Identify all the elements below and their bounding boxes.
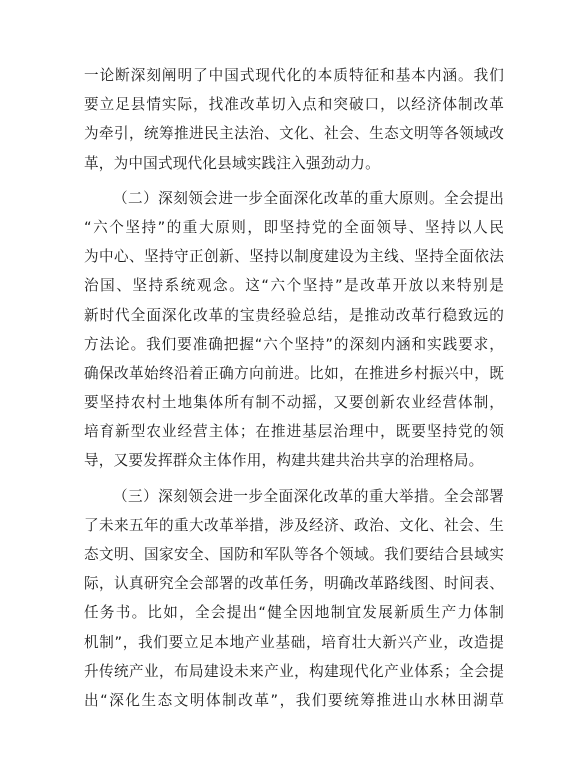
text-line: 任务书。比如，全会提出“健全因地制宜发展新质生产力体制 [84, 604, 504, 622]
text-line: 革，为中国式现代化县域实践注入强劲动力。 [84, 154, 380, 172]
text-line: 态文明、国家安全、国防和军队等各个领域。我们要结合县域实 [84, 546, 504, 563]
text-line: 要立足县情实际，找准改革切入点和突破口，以经济体制改革 [84, 96, 504, 114]
text-line: 导，又要发挥群众主体作用，构建共建共治共享的治理格局。 [84, 452, 484, 470]
text-line: 一论断深刻阐明了中国式现代化的本质特征和基本内涵。我们 [84, 67, 504, 84]
text-line: 确保改革始终沿着正确方向前进。比如，在推进乡村振兴中，既 [84, 364, 504, 382]
text-line: 了未来五年的重大改革举措，涉及经济、政治、文化、社会、生 [84, 516, 504, 534]
text-line: 为中心、坚持守正创新、坚持以制度建设为主线、坚持全面依法 [84, 248, 504, 266]
text-line: 新时代全面深化改革的宝贵经验总结，是推动改革行稳致远的 [84, 306, 504, 324]
text-line: 治国、坚持系统观念。这“六个坚持”是改革开放以来特别是 [84, 277, 504, 295]
text-line: 为牵引，统筹推进民主法治、文化、社会、生态文明等各领域改 [84, 125, 504, 143]
text-line: 培育新型农业经营主体；在推进基层治理中，既要坚持党的领 [84, 423, 504, 441]
text-line: 际，认真研究全会部署的改革任务，明确改革路线图、时间表、 [84, 575, 504, 593]
text-line: 升传统产业，布局建设未来产业，构建现代化产业体系；全会提 [84, 662, 504, 680]
text-line: 方法论。我们要准确把握“六个坚持”的深刻内涵和实践要求， [84, 335, 504, 353]
document-body [84, 61, 504, 715]
paragraph-heading-line: （三）深刻领会进一步全面深化改革的重大举措。全会部署 [113, 487, 504, 505]
text-line: 要坚持农村土地集体所有制不动摇，又要创新农业经营体制， [84, 394, 504, 412]
text-line: “六个坚持”的重大原则，即坚持党的全面领导、坚持以人民 [84, 218, 504, 236]
paragraph-heading-line: （二）深刻领会进一步全面深化改革的重大原则。全会提出 [113, 189, 504, 207]
text-line: 出“深化生态文明体制改革”，我们要统筹推进山水林田湖草 [84, 691, 504, 709]
paragraph-3 [84, 482, 504, 716]
paragraph-1 [84, 61, 504, 178]
text-line: 机制”，我们要立足本地产业基础，培育壮大新兴产业，改造提 [84, 633, 504, 651]
paragraph-2 [84, 184, 504, 476]
